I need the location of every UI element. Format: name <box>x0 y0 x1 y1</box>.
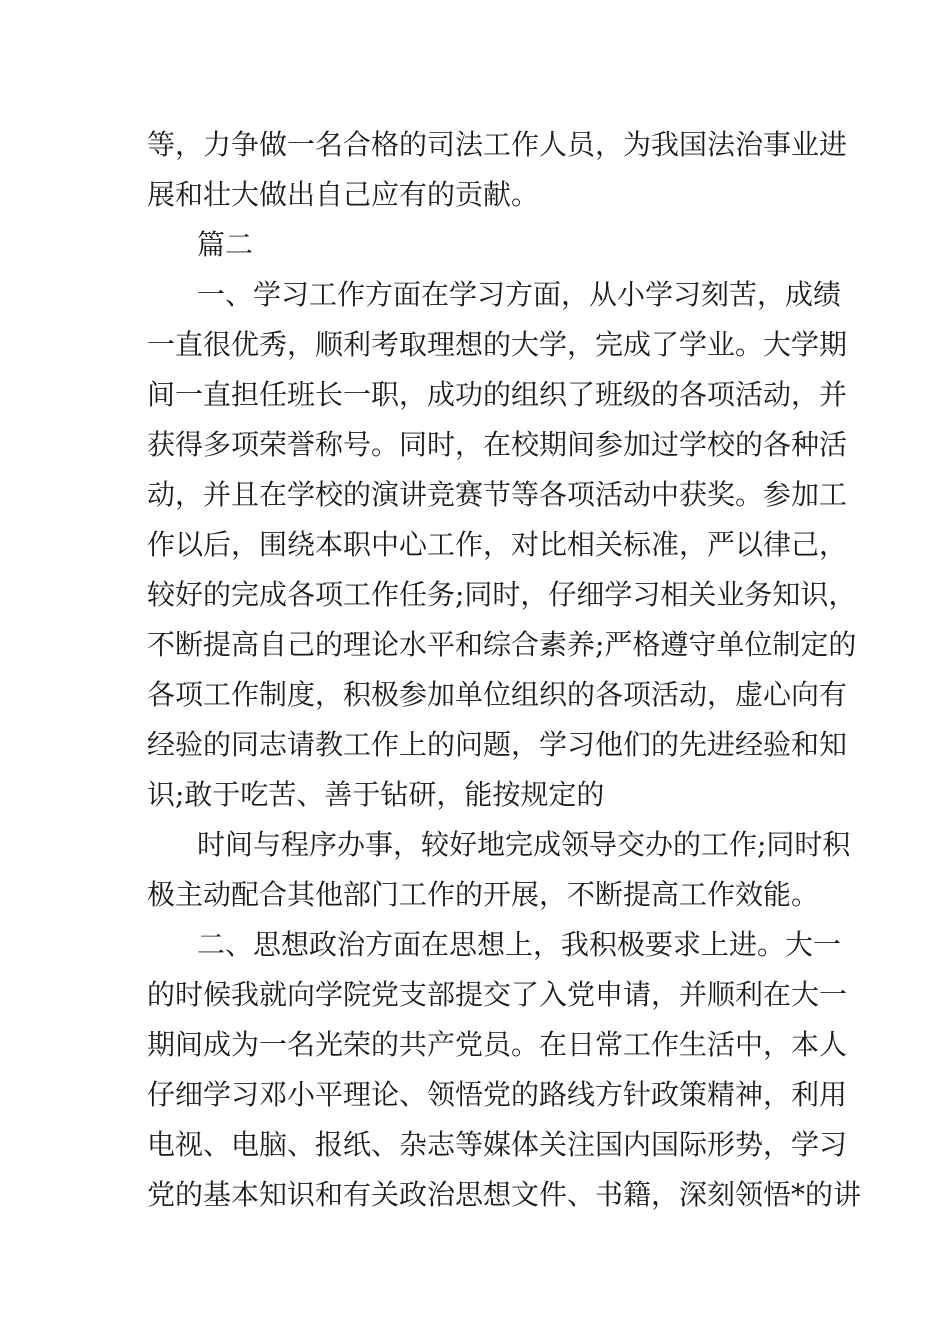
text-line: 一直很优秀，顺利考取理想的大学，完成了学业。大学期 <box>147 328 848 361</box>
text-line: 各项工作制度，积极参加单位组织的各项活动，虚心向有 <box>147 678 848 711</box>
text-line: 时间与程序办事，较好地完成领导交办的工作;同时积 <box>197 828 851 861</box>
section-heading: 篇二 <box>197 228 254 261</box>
text-line: 电视、电脑、报纸、杂志等媒体关注国内国际形势，学习 <box>147 1128 848 1161</box>
text-line: 二、思想政治方面在思想上，我积极要求上进。大一 <box>197 928 842 961</box>
text-line: 间一直担任班长一职，成功的组织了班级的各项活动，并 <box>147 378 848 411</box>
text-line: 获得多项荣誉称号。同时，在校期间参加过学校的各种活 <box>147 428 848 461</box>
text-line: 一、学习工作方面在学习方面，从小学习刻苦，成绩 <box>197 278 842 311</box>
text-line: 极主动配合其他部门工作的开展，不断提高工作效能。 <box>147 878 820 911</box>
text-line: 等，力争做一名合格的司法工作人员，为我国法治事业进 <box>147 128 848 161</box>
text-line: 不断提高自己的理论水平和综合素养;严格遵守单位制定的 <box>147 628 857 661</box>
text-line: 的时候我就向学院党支部提交了入党申请，并顺利在大一 <box>147 978 848 1011</box>
text-line: 较好的完成各项工作任务;同时，仔细学习相关业务知识， <box>147 578 857 611</box>
text-line: 仔细学习邓小平理论、领悟党的路线方针政策精神，利用 <box>147 1078 848 1111</box>
document-body <box>147 120 862 1220</box>
text-line: 期间成为一名光荣的共产党员。在日常工作生活中，本人 <box>147 1028 848 1061</box>
text-line: 党的基本知识和有关政治思想文件、书籍，深刻领悟*的讲 <box>147 1178 862 1211</box>
text-line: 动，并且在学校的演讲竞赛节等各项活动中获奖。参加工 <box>147 478 848 511</box>
text-line: 展和壮大做出自己应有的贡献。 <box>147 178 540 211</box>
text-line: 识;敢于吃苦、善于钻研，能按规定的 <box>147 778 605 811</box>
text-line: 经验的同志请教工作上的问题，学习他们的先进经验和知 <box>147 728 848 761</box>
text-line: 作以后，围绕本职中心工作，对比相关标准，严以律己， <box>147 528 848 561</box>
